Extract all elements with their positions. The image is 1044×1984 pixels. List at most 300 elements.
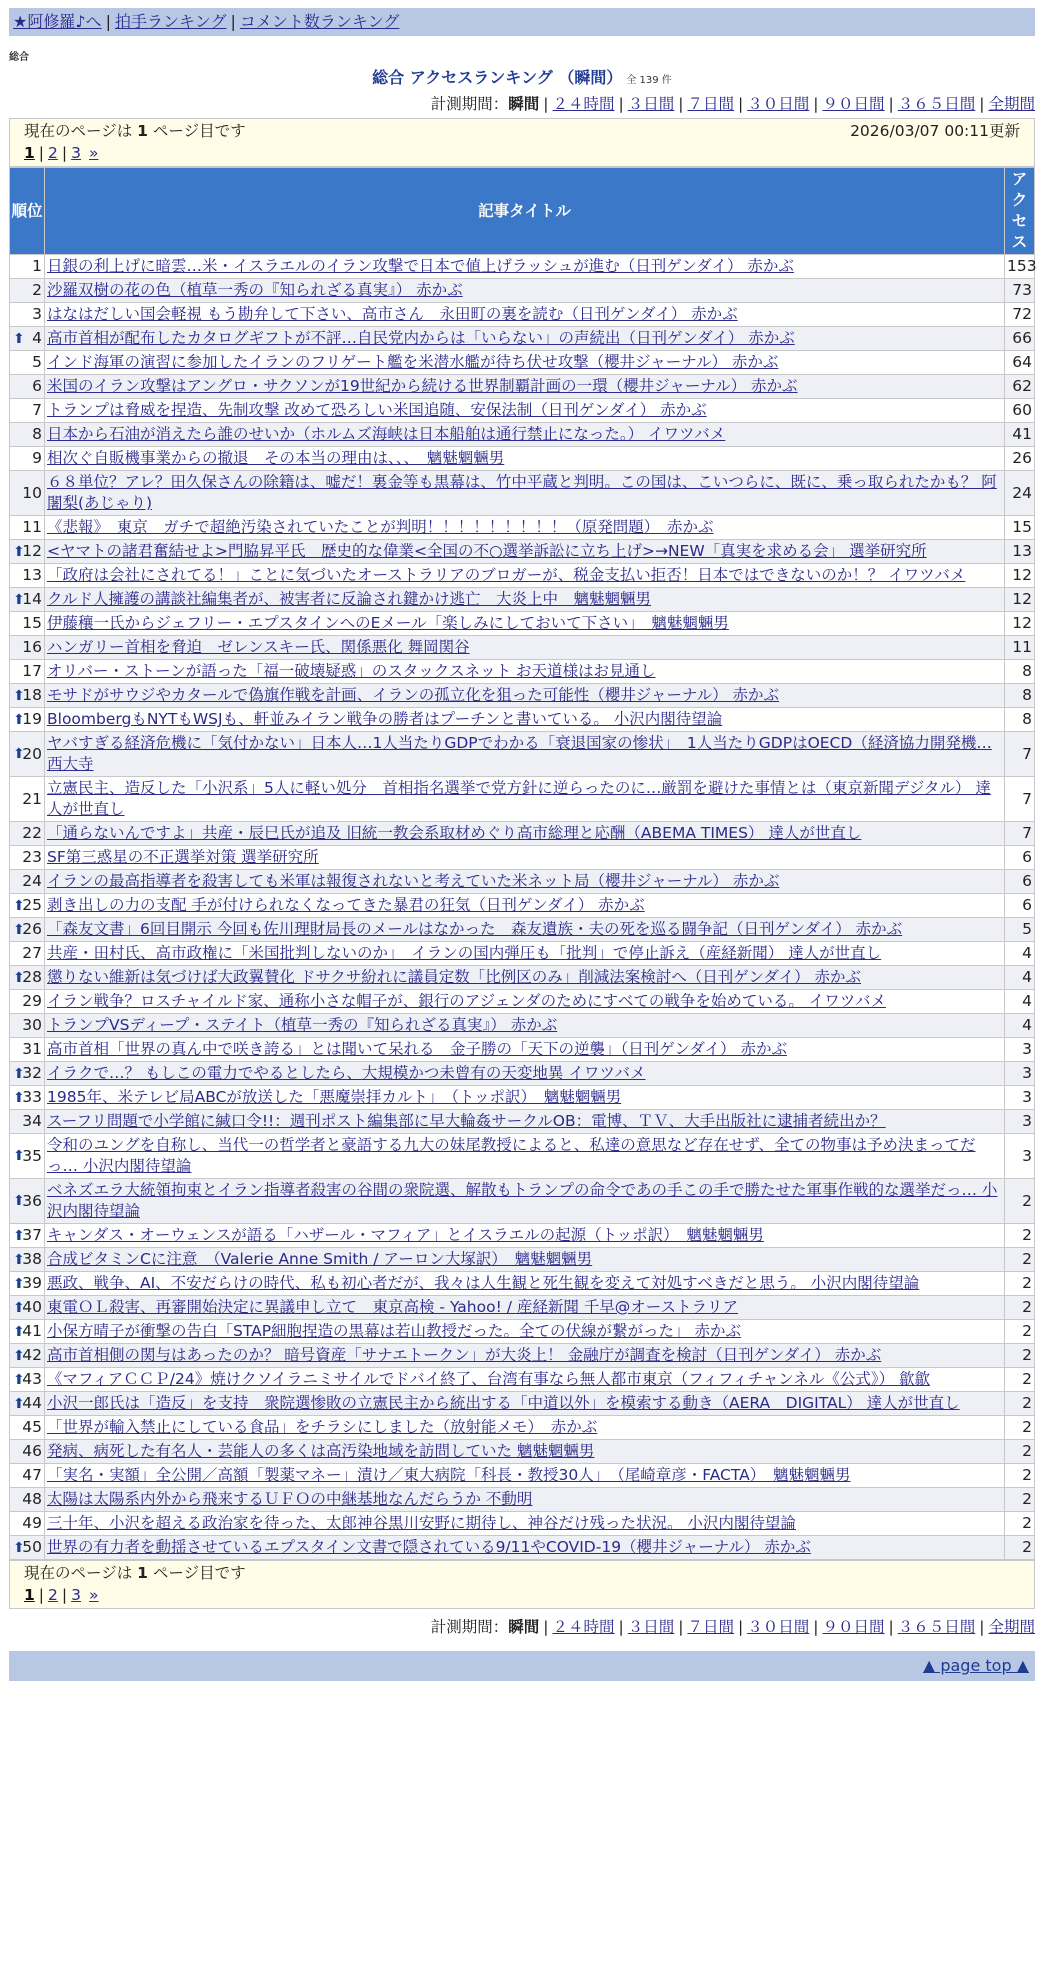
article-title-link[interactable]: モサドがサウジやカタールで偽旗作戦を計画、イランの孤立化を狙った可能性（櫻井ジャーナル） 赤かぶ xyxy=(47,686,780,704)
rank-cell xyxy=(10,708,45,732)
access-count: 2 xyxy=(1005,1248,1035,1272)
arrow-up-icon: ⬆ xyxy=(13,1323,25,1340)
table-row xyxy=(10,846,1035,870)
title-cell xyxy=(45,1440,1005,1464)
title-cell xyxy=(45,423,1005,447)
rank-cell xyxy=(10,1038,45,1062)
separator: | xyxy=(543,1618,549,1636)
table-row xyxy=(10,375,1035,399)
period-link[interactable]: 全期間 xyxy=(988,95,1035,113)
access-count: 2 xyxy=(1005,1536,1035,1560)
rank-number: 50 xyxy=(22,1538,42,1556)
period-link[interactable]: ７日間 xyxy=(687,95,734,113)
table-row xyxy=(10,708,1035,732)
rank-cell xyxy=(10,1512,45,1536)
rank-number: 2 xyxy=(32,281,42,299)
title-cell xyxy=(45,1248,1005,1272)
rank-cell xyxy=(10,777,45,822)
title-cell xyxy=(45,540,1005,564)
arrow-up-icon: ⬆ xyxy=(13,1065,25,1082)
title-column-header: 記事タイトル xyxy=(45,168,1005,255)
title-cell xyxy=(45,777,1005,822)
access-count: 4 xyxy=(1005,990,1035,1014)
article-title-link[interactable]: キャンダス・オーウェンスが語る「ハザール・マフィア」とイスラエルの起源（トッポ訳） 魑魅魍魎男 xyxy=(47,1226,764,1244)
pager-page-link[interactable]: 3 xyxy=(71,1586,82,1604)
rank-number: 45 xyxy=(22,1418,42,1436)
rank-number: 10 xyxy=(22,483,42,502)
arrow-up-icon: ⬆ xyxy=(13,1089,25,1106)
rank-cell xyxy=(10,327,45,351)
article-title-link[interactable]: 発病、病死した有名人・芸能人の多くは高汚染地域を訪問していた 魑魅魍魎男 xyxy=(47,1442,595,1460)
arrow-up-icon: ⬆ xyxy=(13,543,25,560)
article-title-link[interactable]: 世界の有力者を動揺させているエプスタイン文書で隠されている9/11やCOVID-19（櫻井ジャーナル） 赤かぶ xyxy=(47,1538,811,1556)
access-count: 7 xyxy=(1005,732,1035,777)
access-count: 2 xyxy=(1005,1296,1035,1320)
rank-number: 9 xyxy=(32,449,42,467)
page-top-link[interactable]: ▲ page top ▲ xyxy=(922,1656,1029,1675)
article-title-link[interactable]: 共産・田村氏、高市政権に「米国批判しないのか」 イランの国内弾圧も「批判」で停止訴え（産経新聞） 達人が世直し xyxy=(47,944,882,962)
article-title-link[interactable]: 剥き出しの力の支配 手が付けられなくなってきた暴君の狂気（日刊ゲンダイ） 赤かぶ xyxy=(47,896,645,914)
title-cell xyxy=(45,1014,1005,1038)
period-link[interactable]: ３０日間 xyxy=(747,1618,810,1636)
rank-number: 3 xyxy=(32,305,42,323)
rank-column-header: 順位 xyxy=(10,168,45,255)
article-title-link[interactable]: 「政府は会社にされてる！」ことに気づいたオーストラリアのブロガーが、税金支払い拒否！日本ではできないのか！？ イワツバメ xyxy=(47,566,966,584)
table-row xyxy=(10,1488,1035,1512)
rank-number: 18 xyxy=(22,686,42,704)
period-current: 瞬間 xyxy=(508,1618,540,1636)
rank-cell xyxy=(10,516,45,540)
article-title-link[interactable]: 伊藤穰一氏からジェフリー・エプスタインへのEメール「楽しみにしておいて下さい」 魑魅魍魎男 xyxy=(47,614,729,632)
title-cell xyxy=(45,1368,1005,1392)
pager-page-link[interactable]: 3 xyxy=(71,144,82,162)
rank-cell xyxy=(10,660,45,684)
title-cell xyxy=(45,990,1005,1014)
period-link[interactable]: ３０日間 xyxy=(747,95,810,113)
article-title-link[interactable]: 三十年、小沢を超える政治家を待った、太郎神谷黒川安野に期待し、神谷だけ残った状況。 小沢内閣待望論 xyxy=(47,1514,796,1532)
access-count: 64 xyxy=(1005,351,1035,375)
period-link[interactable]: ２４時間 xyxy=(552,1618,615,1636)
table-row xyxy=(10,636,1035,660)
category-label: 総合 xyxy=(9,52,29,63)
article-title-link[interactable]: 米国のイラン攻撃はアングロ・サクソンが19世紀から続ける世界制覇計画の一環（櫻井ジャーナル） 赤かぶ xyxy=(47,377,798,395)
table-row xyxy=(10,777,1035,822)
separator: | xyxy=(61,1586,68,1604)
article-title-link[interactable]: 「通らないんですよ」共産・辰巳氏が追及 旧統一教会系取材めぐり高市総理と応酬（ABEMA TIMES） 達人が世直し xyxy=(47,824,862,842)
separator: | xyxy=(979,95,985,113)
rank-number: 47 xyxy=(22,1466,42,1484)
title-cell xyxy=(45,1488,1005,1512)
title-cell xyxy=(45,588,1005,612)
article-title-link[interactable]: <ヤマトの諸君奮結せよ>門脇昇平氏 歴史的な偉業<全国の不○選挙訴訟に立ち上げ>→NEW「真実を求める会」 選挙研究所 xyxy=(47,542,927,560)
article-title-link[interactable]: 令和のユングを自称し、当代一の哲学者と豪語する九大の妹尾教授によると、私達の意思など存在せず、全ての物事は予め決まってだっ… 小沢内閣待望論 xyxy=(47,1136,976,1175)
table-row xyxy=(10,990,1035,1014)
rank-cell xyxy=(10,990,45,1014)
arrow-up-icon: ⬆ xyxy=(13,687,25,704)
access-count: 2 xyxy=(1005,1512,1035,1536)
period-link[interactable]: ２４時間 xyxy=(552,95,615,113)
article-title-link[interactable]: 小沢一郎氏は「造反」を支持 衆院選惨敗の立憲民主から統出する「中道以外」を模索する動き（AERA DIGITAL） 達人が世直し xyxy=(47,1394,960,1412)
rank-number: 22 xyxy=(22,824,42,842)
separator: | xyxy=(618,95,624,113)
article-title-link[interactable]: イラン戦争？ロスチャイルド家、通称小さな帽子が、銀行のアジェンダのためにすべての戦争を始めている。 イワツバメ xyxy=(47,992,886,1010)
access-count: 2 xyxy=(1005,1464,1035,1488)
table-row xyxy=(10,255,1035,279)
title-cell xyxy=(45,612,1005,636)
arrow-up-icon: ⬆ xyxy=(13,921,25,938)
table-row xyxy=(10,894,1035,918)
title-cell xyxy=(45,255,1005,279)
table-row xyxy=(10,918,1035,942)
rank-cell xyxy=(10,1344,45,1368)
period-link[interactable]: ３６５日間 xyxy=(897,95,976,113)
title-cell xyxy=(45,516,1005,540)
rank-cell xyxy=(10,375,45,399)
table-row xyxy=(10,471,1035,516)
rank-cell xyxy=(10,399,45,423)
rank-cell xyxy=(10,1248,45,1272)
pager-top xyxy=(24,142,1020,164)
rank-number: 5 xyxy=(32,353,42,371)
access-count: 3 xyxy=(1005,1062,1035,1086)
rank-cell xyxy=(10,1488,45,1512)
pager-current-page: 1 xyxy=(24,144,35,162)
rank-number: 34 xyxy=(22,1112,42,1130)
title-cell xyxy=(45,279,1005,303)
table-row xyxy=(10,516,1035,540)
separator: | xyxy=(543,95,549,113)
period-link[interactable]: ７日間 xyxy=(687,1618,734,1636)
rank-number: 38 xyxy=(22,1250,42,1268)
rank-cell xyxy=(10,966,45,990)
article-title-link[interactable]: トランプは脅威を捏造、先制攻撃 改めて恐ろしい米国追随、安保法制（日刊ゲンダイ） 赤かぶ xyxy=(47,401,707,419)
ranking-table-body xyxy=(10,255,1035,1560)
rank-cell xyxy=(10,471,45,516)
table-row xyxy=(10,1248,1035,1272)
rank-number: 30 xyxy=(22,1016,42,1034)
rank-number: 15 xyxy=(22,614,42,632)
rank-number: 16 xyxy=(22,638,42,656)
article-title-link[interactable]: イラクで…？ もしこの電力でやるとしたら、大規模かつ未曾有の天変地異 イワツバメ xyxy=(47,1064,646,1082)
title-cell xyxy=(45,894,1005,918)
table-row xyxy=(10,1038,1035,1062)
rank-cell xyxy=(10,447,45,471)
separator: | xyxy=(678,1618,684,1636)
separator: | xyxy=(979,1618,985,1636)
current-page-text: 現在のページは 1 ページ目です xyxy=(24,1564,246,1582)
table-row xyxy=(10,684,1035,708)
separator: | xyxy=(230,12,236,31)
title-cell xyxy=(45,1464,1005,1488)
period-link[interactable]: ３日間 xyxy=(627,95,675,113)
rank-cell xyxy=(10,1320,45,1344)
period-selector-top xyxy=(9,92,1035,114)
article-title-link[interactable]: 「実名・実額」全公開／高額「製薬マネー」漬け／東大病院「科長・教授30人」 （尾崎章彦・FACTA） 魑魅魍魎男 xyxy=(47,1466,851,1484)
article-title-link[interactable]: 高市首相が配布したカタログギフトが不評…自民党内からは「いらない」の声続出（日刊ゲンダイ） 赤かぶ xyxy=(47,329,795,347)
access-count: 2 xyxy=(1005,1179,1035,1224)
rank-number: 19 xyxy=(22,710,42,728)
access-count: 5 xyxy=(1005,918,1035,942)
table-row xyxy=(10,1320,1035,1344)
article-title-link[interactable]: 日銀の利上げに暗雲…米・イスラエルのイラン攻撃で日本で値上げラッシュが進む（日刊ゲンダイ） 赤かぶ xyxy=(47,257,794,275)
article-title-link[interactable]: トランプVSディープ・ステイト（植草一秀の『知られざる真実』） 赤かぶ xyxy=(47,1016,558,1034)
article-title-link[interactable]: ヤバすぎる経済危機に「気付かない」日本人…1人当たりGDPでわかる「衰退国家の惨状」 1人当たりGDPはOECD（経済協力開発機… 西大寺 xyxy=(47,734,992,773)
access-count: 62 xyxy=(1005,375,1035,399)
pager-bottom xyxy=(24,1584,1020,1606)
rank-number: 35 xyxy=(22,1146,42,1165)
separator: | xyxy=(738,95,744,113)
rank-cell xyxy=(10,918,45,942)
title-cell xyxy=(45,1134,1005,1179)
article-title-link[interactable]: 「世界が輸入禁止にしている食品」をチラシにしました（放射能メモ） 赤かぶ xyxy=(47,1418,598,1436)
rank-number: 14 xyxy=(22,590,42,608)
table-row xyxy=(10,1536,1035,1560)
article-title-link[interactable]: 悪政、戦争、AI、不安だらけの時代、私も初心者だが、我々は人生観と死生観を変えて対処すべきだと思う。 小沢内閣待望論 xyxy=(47,1274,920,1292)
pager-page-link[interactable]: 2 xyxy=(48,1586,58,1604)
title-cell xyxy=(45,1392,1005,1416)
period-link[interactable]: ９０日間 xyxy=(822,1618,885,1636)
title-cell xyxy=(45,327,1005,351)
arrow-up-icon: ⬆ xyxy=(13,591,25,608)
access-count: 12 xyxy=(1005,612,1035,636)
table-row xyxy=(10,1392,1035,1416)
title-cell xyxy=(45,1536,1005,1560)
rank-cell xyxy=(10,351,45,375)
article-title-link[interactable]: クルド人擁護の講談社編集者が、被害者に反論され鍵かけ逃亡 大炎上中 魑魅魍魎男 xyxy=(47,590,652,608)
access-count: 8 xyxy=(1005,660,1035,684)
table-row xyxy=(10,612,1035,636)
rank-number: 31 xyxy=(22,1040,42,1058)
article-title-link[interactable]: インド海軍の演習に参加したイランのフリゲート艦を米潜水艦が待ち伏せ攻撃（櫻井ジャーナル） 赤かぶ xyxy=(47,353,779,371)
article-title-link[interactable]: 合成ビタミンCに注意 （Valerie Anne Smith / アーロン大塚訳） 魑魅魍魎男 xyxy=(47,1250,593,1268)
rank-cell xyxy=(10,423,45,447)
rank-number: 7 xyxy=(32,401,42,419)
pager-next-link[interactable]: » xyxy=(89,1586,99,1604)
article-title-link[interactable]: スーフリ問題で小学館に緘口令!!：週刊ポスト編集部に早大輪姦サークルOB：電博、ＴＶ、大手出版社に逮捕者続出か？ xyxy=(47,1112,886,1130)
title-cell xyxy=(45,351,1005,375)
arrow-up-icon: ⬆ xyxy=(13,897,25,914)
access-count: 12 xyxy=(1005,564,1035,588)
page-info-bottom xyxy=(9,1560,1035,1609)
article-title-link[interactable]: ハンガリー首相を脅迫 ゼレンスキー氏、関係悪化 舞岡関谷 xyxy=(47,638,470,656)
access-count: 2 xyxy=(1005,1272,1035,1296)
rank-number: 44 xyxy=(22,1394,42,1412)
article-title-link[interactable]: 東電ＯＬ殺害、再審開始決定に異議申し立て 東京高検 - Yahoo! / 産経新聞 千早@オーストラリア xyxy=(47,1298,739,1316)
table-row xyxy=(10,1272,1035,1296)
rank-number: 39 xyxy=(22,1274,42,1292)
article-title-link[interactable]: 相次ぐ自販機事業からの撤退 その本当の理由は、、、 魑魅魍魎男 xyxy=(47,449,505,467)
title-cell xyxy=(45,564,1005,588)
article-title-link[interactable]: 《悲報》 東京 ガチで超絶汚染されていたことが判明！！！！！！！！！（原発問題） 赤かぶ xyxy=(47,518,714,536)
clap-ranking-link[interactable]: 拍手ランキング xyxy=(114,12,227,31)
rank-cell xyxy=(10,1062,45,1086)
rank-cell xyxy=(10,1086,45,1110)
table-row xyxy=(10,447,1035,471)
ranking-title: 総合 アクセスランキング （瞬間） xyxy=(372,68,623,87)
article-title-link[interactable]: SF第三惑星の不正選挙対策 選挙研究所 xyxy=(47,848,319,866)
access-count: 41 xyxy=(1005,423,1035,447)
period-label: 計測期間： xyxy=(430,1618,509,1636)
table-row xyxy=(10,1464,1035,1488)
table-row xyxy=(10,399,1035,423)
rank-cell xyxy=(10,279,45,303)
access-count: 2 xyxy=(1005,1368,1035,1392)
article-title-link[interactable]: 立憲民主、造反した「小沢系」5人に軽い処分 首相指名選挙で党方針に逆らったのに…厳罰を避けた事情とは（東京新聞デジタル） 達人が世直し xyxy=(47,779,991,818)
rank-number: 11 xyxy=(22,518,42,536)
title-cell xyxy=(45,966,1005,990)
rank-number: 41 xyxy=(22,1322,42,1340)
access-count: 7 xyxy=(1005,822,1035,846)
article-title-link[interactable]: 高市首相「世界の真ん中で咲き誇る」とは聞いて呆れる 金子勝の「天下の逆襲」（日刊ゲンダイ） 赤かぶ xyxy=(47,1040,787,1058)
rank-cell xyxy=(10,894,45,918)
article-title-link[interactable]: 1985年、米テレビ局ABCが放送した「悪魔崇拝カルト」 （トッポ訳） 魑魅魍魎男 xyxy=(47,1088,622,1106)
period-link[interactable]: 全期間 xyxy=(988,1618,1035,1636)
article-title-link[interactable]: 太陽は太陽系内外から飛来するＵＦＯの中継基地なんだらうか 不動明 xyxy=(47,1490,533,1508)
article-title-link[interactable]: 日本から石油が消えたら誰のせいか（ホルムズ海峡は日本船舶は通行禁止になった。） イワツバメ xyxy=(47,425,726,443)
rank-number: 28 xyxy=(22,968,42,986)
table-row xyxy=(10,327,1035,351)
table-row xyxy=(10,660,1035,684)
access-count: 73 xyxy=(1005,279,1035,303)
title-cell xyxy=(45,1416,1005,1440)
title-cell xyxy=(45,375,1005,399)
access-count: 2 xyxy=(1005,1320,1035,1344)
current-page-text: 現在のページは 1 ページ目です xyxy=(24,122,246,140)
rank-cell xyxy=(10,942,45,966)
table-row xyxy=(10,822,1035,846)
title-cell xyxy=(45,636,1005,660)
separator: | xyxy=(678,95,684,113)
rank-number: 4 xyxy=(32,329,42,347)
access-count: 15 xyxy=(1005,516,1035,540)
title-cell xyxy=(45,942,1005,966)
page-title xyxy=(9,65,1035,88)
rank-cell xyxy=(10,1134,45,1179)
rank-number: 48 xyxy=(22,1490,42,1508)
access-count: 24 xyxy=(1005,471,1035,516)
period-link[interactable]: ３６５日間 xyxy=(897,1618,976,1636)
title-cell xyxy=(45,708,1005,732)
period-link[interactable]: ３日間 xyxy=(627,1618,675,1636)
period-selector-bottom xyxy=(9,1615,1035,1637)
article-title-link[interactable]: はなはだしい国会軽視 もう勘弁して下さい、高市さん 永田町の裏を読む（日刊ゲンダイ） 赤かぶ xyxy=(47,305,738,323)
rank-cell xyxy=(10,303,45,327)
separator: | xyxy=(813,95,819,113)
period-link[interactable]: ９０日間 xyxy=(822,95,885,113)
rank-cell xyxy=(10,1416,45,1440)
home-link[interactable]: ★阿修羅♪へ xyxy=(13,12,102,31)
title-cell xyxy=(45,471,1005,516)
arrow-up-icon: ⬆ xyxy=(13,1539,25,1556)
table-header-row xyxy=(10,168,1035,255)
separator: | xyxy=(618,1618,624,1636)
article-title-link[interactable]: 懲りない維新は気づけば大政翼賛化 ドサクサ紛れに議員定数「比例区のみ」削減法案検討へ（日刊ゲンダイ） 赤かぶ xyxy=(47,968,861,986)
rank-cell xyxy=(10,732,45,777)
separator: | xyxy=(105,12,111,31)
access-count: 2 xyxy=(1005,1392,1035,1416)
access-count: 2 xyxy=(1005,1488,1035,1512)
article-title-link[interactable]: 沙羅双樹の花の色（植草一秀の『知られざる真実』） 赤かぶ xyxy=(47,281,463,299)
title-cell xyxy=(45,684,1005,708)
footer-bar xyxy=(9,1651,1035,1681)
rank-cell xyxy=(10,255,45,279)
arrow-up-icon: ⬆ xyxy=(13,1227,25,1244)
pager-next-link[interactable]: » xyxy=(89,144,99,162)
rank-cell xyxy=(10,846,45,870)
rank-number: 17 xyxy=(22,662,42,680)
access-count: 26 xyxy=(1005,447,1035,471)
rank-cell xyxy=(10,1296,45,1320)
access-count: 4 xyxy=(1005,966,1035,990)
title-cell xyxy=(45,732,1005,777)
article-title-link[interactable]: オリバー・ストーンが語った「福一破壊疑惑」のスタックスネット お天道様はお見通し xyxy=(47,662,656,680)
period-current: 瞬間 xyxy=(508,95,540,113)
arrow-up-icon: ⬆ xyxy=(13,330,25,347)
rank-cell xyxy=(10,1272,45,1296)
pager-page-link[interactable]: 2 xyxy=(48,144,58,162)
article-title-link[interactable]: 高市首相側の関与はあったのか？ 暗号資産「サナエトークン」が大炎上！ 金融庁が調査を検討（日刊ゲンダイ） 赤かぶ xyxy=(47,1346,882,1364)
table-row xyxy=(10,732,1035,777)
article-title-link[interactable]: BloombergもNYTもWSJも、軒並みイラン戦争の勝者はプーチンと書いている。 小沢内閣待望論 xyxy=(47,710,723,728)
article-title-link[interactable]: 「森友文書」6回目開示 今回も佐川理財局長のメールはなかった 森友遺族・夫の死を巡る闘争記（日刊ゲンダイ） 赤かぶ xyxy=(47,920,903,938)
rank-number: 36 xyxy=(22,1191,42,1210)
title-cell xyxy=(45,399,1005,423)
table-row xyxy=(10,1134,1035,1179)
title-cell xyxy=(45,1179,1005,1224)
title-cell xyxy=(45,1344,1005,1368)
article-title-link[interactable]: イランの最高指導者を殺害しても米軍は報復されないと考えていた米ネット局（櫻井ジャーナル） 赤かぶ xyxy=(47,872,780,890)
title-cell xyxy=(45,1038,1005,1062)
rank-number: 37 xyxy=(22,1226,42,1244)
access-count: 2 xyxy=(1005,1224,1035,1248)
period-label: 計測期間： xyxy=(430,95,509,113)
rank-cell xyxy=(10,1110,45,1134)
article-title-link[interactable]: ６８単位？アレ？田久保さんの除籍は、嘘だ！裏金等も黒幕は、竹中平蔵と判明。この国は、こいつらに、既に、乗っ取られたかも？ 阿闍梨(あじゃり) xyxy=(47,473,997,512)
rank-cell xyxy=(10,1440,45,1464)
access-count: 13 xyxy=(1005,540,1035,564)
title-cell xyxy=(45,660,1005,684)
separator: | xyxy=(888,1618,894,1636)
arrow-up-icon: ⬆ xyxy=(13,1193,25,1209)
title-cell xyxy=(45,822,1005,846)
title-cell xyxy=(45,1512,1005,1536)
article-title-link[interactable]: 《マフィアＣＣＰ/24》焼けクソイラニミサイルでドバイ終了、台湾有事なら無人都市東京（フィフィチャンネル《公式》） 歙歙 xyxy=(47,1370,930,1388)
arrow-up-icon: ⬆ xyxy=(13,746,25,762)
table-row xyxy=(10,1440,1035,1464)
arrow-up-icon: ⬆ xyxy=(13,1299,25,1316)
access-count: 6 xyxy=(1005,846,1035,870)
arrow-up-icon: ⬆ xyxy=(13,1371,25,1388)
access-count: 3 xyxy=(1005,1086,1035,1110)
access-count: 6 xyxy=(1005,870,1035,894)
separator: | xyxy=(888,95,894,113)
title-cell xyxy=(45,870,1005,894)
rank-cell xyxy=(10,684,45,708)
page-info-top xyxy=(9,118,1035,167)
arrow-up-icon: ⬆ xyxy=(13,969,25,986)
top-nav-bar xyxy=(9,8,1035,36)
article-title-link[interactable]: ベネズエラ大統領拘束とイラン指導者殺害の谷間の衆院選、解散もトランプの命令であの手この手で勝たせた軍事作戦的な選挙だっ… 小沢内閣待望論 xyxy=(47,1181,998,1220)
rank-number: 40 xyxy=(22,1298,42,1316)
table-row xyxy=(10,1368,1035,1392)
rank-cell xyxy=(10,1014,45,1038)
access-count: 4 xyxy=(1005,1014,1035,1038)
article-title-link[interactable]: 小保方晴子が衝撃の告白「STAP細胞捏造の黒幕は若山教授だった。全ての伏線が繋がった」 赤かぶ xyxy=(47,1322,741,1340)
title-cell xyxy=(45,1062,1005,1086)
comment-ranking-link[interactable]: コメント数ランキング xyxy=(239,12,400,31)
access-count: 153 xyxy=(1005,255,1035,279)
rank-cell xyxy=(10,564,45,588)
